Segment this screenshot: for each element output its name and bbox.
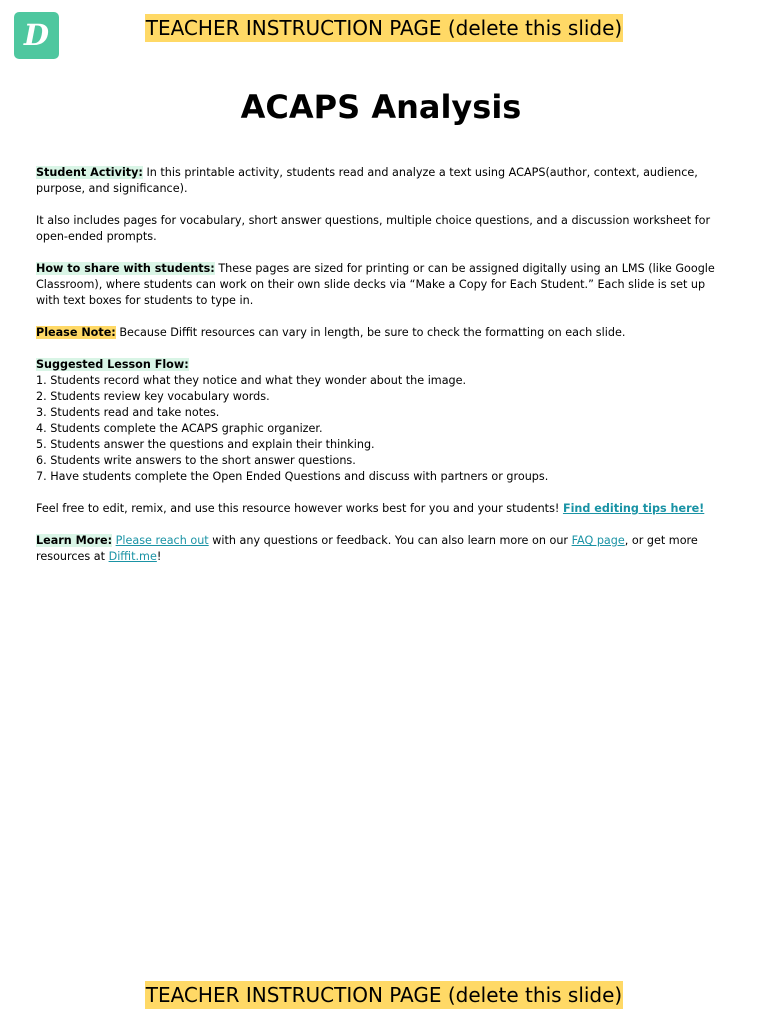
student-activity-text: In this printable activity, students read and analyze a text using ACAPS(author, context, audience, purpose, and significance).: [36, 166, 698, 195]
learn-more-paragraph: [36, 533, 731, 565]
lesson-flow-section: [36, 357, 731, 485]
also-includes-paragraph: It also includes pages for vocabulary, short answer questions, multiple choice questions, and a discussion worksheet for open-ended prompts.: [36, 214, 711, 243]
faq-link[interactable]: FAQ page: [571, 534, 625, 547]
lesson-flow-label: Suggested Lesson Flow:: [36, 358, 189, 371]
learn-more-text-2: , or get more resources at: [36, 534, 698, 563]
student-activity-label: Student Activity:: [36, 166, 143, 179]
lesson-step: 1. Students record what they notice and what they wonder about the image.: [36, 374, 467, 387]
bottom-banner-text: TEACHER INSTRUCTION PAGE (delete this slide): [145, 983, 623, 1007]
lesson-step: 3. Students read and take notes.: [36, 406, 220, 419]
lesson-step: 6. Students write answers to the short answer questions.: [36, 454, 356, 467]
bottom-banner: [0, 985, 768, 1005]
note-label: Please Note:: [36, 326, 116, 339]
instruction-content: [36, 165, 731, 581]
share-paragraph: [36, 261, 731, 309]
top-banner-text: TEACHER INSTRUCTION PAGE (delete this slide): [145, 16, 623, 40]
note-text: Because Diffit resources can vary in length, be sure to check the formatting on each slide.: [115, 326, 626, 339]
reach-out-link[interactable]: Please reach out: [115, 534, 209, 547]
learn-more-text-3: !: [156, 550, 162, 563]
lesson-step: 4. Students complete the ACAPS graphic organizer.: [36, 422, 323, 435]
top-banner: [0, 18, 768, 38]
remix-text: Feel free to edit, remix, and use this resource however works best for you and your students!: [36, 502, 563, 515]
share-label: How to share with students:: [36, 262, 215, 275]
lesson-step: 7. Have students complete the Open Ended Questions and discuss with partners or groups.: [36, 470, 549, 483]
share-text: These pages are sized for printing or can be assigned digitally using an LMS (like Google Classroom), where students can work on their own slide decks via “Make a Copy for Each Student.” Each slide is set up with text boxes for students to type in.: [36, 262, 715, 307]
page-title: ACAPS Analysis: [240, 88, 522, 126]
lesson-step: 2. Students review key vocabulary words.: [36, 390, 270, 403]
note-paragraph: [36, 325, 731, 341]
lesson-flow-list: [36, 373, 731, 485]
logo-letter: D: [23, 18, 50, 52]
lesson-step: 5. Students answer the questions and explain their thinking.: [36, 438, 375, 451]
student-activity-paragraph: [36, 165, 731, 197]
learn-more-label: Learn More:: [36, 534, 113, 547]
diffit-link[interactable]: Diffit.me: [108, 550, 157, 563]
editing-tips-link[interactable]: Find editing tips here!: [562, 502, 705, 515]
learn-more-text-1: with any questions or feedback. You can also learn more on our: [208, 534, 572, 547]
remix-paragraph: [36, 501, 731, 517]
